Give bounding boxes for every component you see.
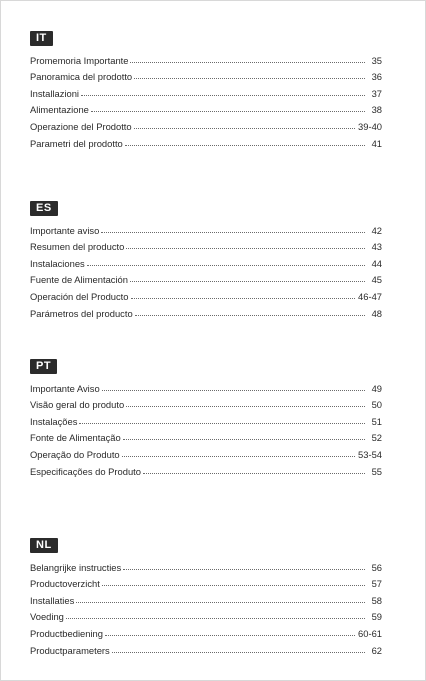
dot-leader — [91, 111, 365, 112]
toc-entry-page: 60-61 — [358, 627, 382, 639]
toc-entry[interactable] — [30, 236, 382, 253]
dot-leader — [123, 569, 365, 570]
toc-entry-page: 56 — [371, 561, 382, 573]
toc-entry-title: Belangrijke instructies — [30, 561, 122, 573]
toc-entry-page: 57 — [371, 578, 382, 590]
language-badge: NL — [30, 538, 58, 553]
toc-list — [30, 219, 382, 319]
toc-entry-page: 36 — [371, 71, 382, 83]
dot-leader — [135, 315, 365, 316]
dot-leader — [102, 585, 365, 586]
language-badge: PT — [30, 359, 57, 374]
toc-entry-title: Parametri del prodotto — [30, 137, 123, 149]
toc-entry-title: Especificações do Produto — [30, 465, 142, 477]
dot-leader — [81, 95, 365, 96]
toc-entry-page: 46-47 — [358, 290, 382, 302]
toc-entry-title: Resumen del producto — [30, 241, 125, 253]
dot-leader — [101, 232, 365, 233]
toc-entry-title: Productbediening — [30, 627, 103, 639]
toc-entry[interactable] — [30, 269, 382, 286]
dot-leader — [123, 439, 365, 440]
toc-entry-page: 44 — [371, 257, 382, 269]
toc-entry[interactable] — [30, 285, 382, 302]
toc-entry-page: 55 — [371, 465, 382, 477]
dot-leader — [87, 265, 365, 266]
dot-leader — [79, 423, 365, 424]
toc-entry-title: Fuente de Alimentación — [30, 274, 128, 286]
toc-entry-page: 39-40 — [358, 120, 382, 132]
section-it — [30, 28, 382, 149]
toc-entry[interactable] — [30, 49, 382, 66]
toc-entry-title: Installaties — [30, 594, 75, 606]
language-badge: IT — [30, 31, 53, 46]
toc-entry[interactable] — [30, 460, 382, 477]
toc-entry-page: 41 — [371, 137, 382, 149]
toc-entry-title: Instalaciones — [30, 257, 85, 269]
toc-entry-title: Operación del Producto — [30, 290, 129, 302]
dot-leader — [131, 298, 356, 299]
toc-entry[interactable] — [30, 639, 382, 656]
toc-entry-page: 38 — [371, 104, 382, 116]
dot-leader — [134, 128, 355, 129]
toc-entry-page: 49 — [371, 382, 382, 394]
toc-entry-page: 52 — [371, 432, 382, 444]
toc-entry[interactable] — [30, 115, 382, 132]
toc-entry-title: Alimentazione — [30, 104, 89, 116]
section-nl — [30, 535, 382, 656]
toc-list — [30, 556, 382, 656]
dot-leader — [134, 78, 365, 79]
toc-entry[interactable] — [30, 622, 382, 639]
dot-leader — [126, 406, 365, 407]
toc-entry-title: Installazioni — [30, 87, 79, 99]
toc-entry-title: Fonte de Alimentação — [30, 432, 121, 444]
dot-leader — [125, 145, 365, 146]
toc-entry-title: Promemoria Importante — [30, 54, 129, 66]
toc-list — [30, 377, 382, 477]
toc-entry-page: 42 — [371, 224, 382, 236]
dot-leader — [130, 281, 365, 282]
toc-entry-title: Panoramica del prodotto — [30, 71, 133, 83]
dot-leader — [102, 390, 365, 391]
language-badge: ES — [30, 201, 58, 216]
toc-entry-title: Productoverzicht — [30, 578, 100, 590]
dot-leader — [66, 618, 365, 619]
toc-entry-page: 35 — [371, 54, 382, 66]
toc-entry[interactable] — [30, 66, 382, 83]
toc-entry-page: 45 — [371, 274, 382, 286]
toc-entry-title: Parámetros del producto — [30, 307, 133, 319]
toc-entry-title: Operação do Produto — [30, 448, 120, 460]
toc-entry-title: Instalações — [30, 415, 78, 427]
dot-leader — [143, 473, 365, 474]
toc-entry-page: 62 — [371, 644, 382, 656]
toc-entry[interactable] — [30, 252, 382, 269]
toc-entry[interactable] — [30, 132, 382, 149]
dot-leader — [126, 248, 365, 249]
section-pt — [30, 356, 382, 477]
toc-entry[interactable] — [30, 82, 382, 99]
toc-entry[interactable] — [30, 556, 382, 573]
toc-entry[interactable] — [30, 377, 382, 394]
toc-entry-page: 48 — [371, 307, 382, 319]
toc-entry-title: Importante aviso — [30, 224, 100, 236]
toc-entry-page: 59 — [371, 611, 382, 623]
toc-entry[interactable] — [30, 606, 382, 623]
dot-leader — [112, 652, 365, 653]
toc-entry-title: Operazione del Prodotto — [30, 120, 132, 132]
toc-entry-title: Voeding — [30, 611, 64, 623]
toc-entry[interactable] — [30, 99, 382, 116]
toc-entry[interactable] — [30, 302, 382, 319]
toc-entry-page: 43 — [371, 241, 382, 253]
toc-entry-page: 53-54 — [358, 448, 382, 460]
toc-entry[interactable] — [30, 573, 382, 590]
toc-entry[interactable] — [30, 410, 382, 427]
toc-entry[interactable] — [30, 589, 382, 606]
dot-leader — [105, 635, 355, 636]
toc-entry-page: 58 — [371, 594, 382, 606]
toc-entry-title: Importante Aviso — [30, 382, 100, 394]
toc-list — [30, 49, 382, 149]
toc-entry[interactable] — [30, 394, 382, 411]
toc-entry-page: 37 — [371, 87, 382, 99]
toc-entry-title: Visão geral do produto — [30, 399, 125, 411]
toc-entry-page: 51 — [371, 415, 382, 427]
section-es — [30, 198, 382, 319]
toc-entry[interactable] — [30, 427, 382, 444]
toc-entry[interactable] — [30, 219, 382, 236]
dot-leader — [76, 602, 365, 603]
toc-entry-page: 50 — [371, 399, 382, 411]
toc-entry-title: Productparameters — [30, 644, 110, 656]
dot-leader — [122, 456, 355, 457]
toc-entry[interactable] — [30, 443, 382, 460]
dot-leader — [130, 62, 365, 63]
